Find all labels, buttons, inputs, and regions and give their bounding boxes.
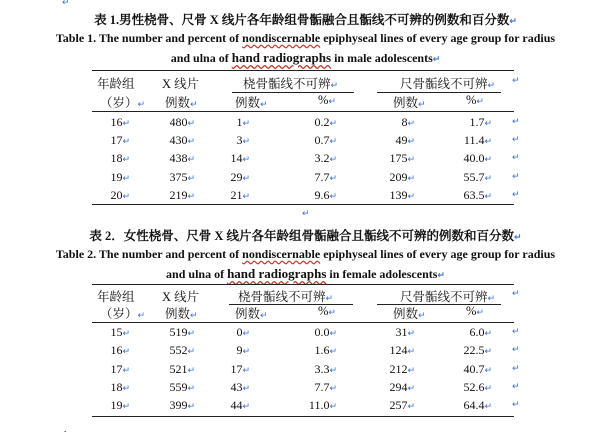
ulna-count-cell xyxy=(389,188,415,203)
table1-hdr-radius-count xyxy=(235,93,268,111)
table1-hdr-ulna-group xyxy=(400,74,495,92)
xray-count-cell xyxy=(169,380,195,395)
age-cell-text: 18 xyxy=(110,151,123,166)
radius-count-cell xyxy=(230,380,250,395)
cell-end-mark: ↵ xyxy=(122,155,130,166)
cell-end-mark: ↵ xyxy=(328,97,336,107)
table-2-top-rule xyxy=(92,284,514,285)
xray-count-cell xyxy=(169,398,195,413)
cell-end-mark: ↵ xyxy=(242,365,250,376)
radius-count-cell-text: 14 xyxy=(230,151,243,166)
ulna-count-cell-text: 209 xyxy=(389,169,408,184)
radius-count-cell-text: 29 xyxy=(230,169,243,184)
radius-pct-cell-text: 3.2 xyxy=(314,151,330,166)
ulna-pct-cell-text: 63.5 xyxy=(463,187,485,202)
age-cell-text: 19 xyxy=(110,169,123,184)
ulna-pct-cell-text: 1.7 xyxy=(469,115,485,129)
cell-end-mark: ↵ xyxy=(187,402,195,413)
cell-end-mark: ↵ xyxy=(329,173,337,184)
table-1-title-en-line1: Table 1. The number and percent of nondiscernable epiphyseal lines of every age group for radius xyxy=(55,31,556,45)
age-cell-text: 16 xyxy=(110,343,123,358)
age-cell-text: 19 xyxy=(110,398,123,413)
radius-count-cell xyxy=(230,151,250,166)
radius-pct-cell-text: 11.0 xyxy=(308,398,330,413)
cell-end-mark: ↵ xyxy=(242,347,250,358)
table1-hdr-ulna-group-text: 尺骨骺线不可辨 xyxy=(400,77,488,91)
table1-hdr-xray xyxy=(162,74,199,92)
cell-end-mark: ↵ xyxy=(122,329,130,339)
cell-end-mark: ↵ xyxy=(329,329,337,339)
radius-count-cell xyxy=(230,362,250,377)
radius-pct-cell-text: 7.7 xyxy=(314,169,330,184)
xray-count-cell-text: 559 xyxy=(169,379,188,394)
cell-end-mark: ↵ xyxy=(328,308,336,318)
table1-hdr-radius-group xyxy=(243,74,338,92)
radius-count-cell xyxy=(236,115,250,130)
cell-end-mark: ↵ xyxy=(122,347,130,358)
age-cell xyxy=(110,398,130,413)
table1-hdr-radius-pct xyxy=(318,93,336,108)
radius-pct-cell-text: 7.7 xyxy=(314,379,330,394)
age-cell xyxy=(110,362,130,377)
table2-hdr-radius-pct xyxy=(318,304,336,319)
bottom-dot: . xyxy=(64,424,67,434)
paragraph-mark: ↵ xyxy=(302,209,310,219)
ulna-pct-cell-text: 64.4 xyxy=(463,398,485,413)
table-2-ulna-group-rule xyxy=(377,304,501,305)
cell-end-mark: ↵ xyxy=(329,365,337,376)
cell-end-mark: ↵ xyxy=(418,311,426,321)
xray-count-cell xyxy=(169,325,195,340)
ulna-pct-cell-text: 6.0 xyxy=(469,325,485,339)
ulna-pct-cell-text: 11.4 xyxy=(463,133,485,148)
table2-hdr-ulna-group xyxy=(400,287,495,305)
ulna-count-cell xyxy=(395,325,415,340)
cell-end-mark: ↵ xyxy=(242,329,250,339)
cell-end-mark: ↵ xyxy=(122,119,130,129)
xray-count-cell-text: 521 xyxy=(169,361,188,376)
ulna-count-cell xyxy=(395,133,415,148)
ulna-count-cell-text: 49 xyxy=(395,133,408,148)
table1-hdr-age xyxy=(97,74,135,92)
table2-hdr-age-text: 年龄组 xyxy=(97,290,135,304)
age-cell xyxy=(110,115,130,130)
cell-end-mark: ↵ xyxy=(476,308,484,318)
ulna-count-cell-text: 294 xyxy=(389,379,408,394)
ulna-count-cell xyxy=(389,170,415,185)
xray-count-cell-text: 375 xyxy=(169,169,188,184)
radius-count-cell-text: 21 xyxy=(230,187,243,202)
radius-pct-cell xyxy=(314,362,337,377)
row-end-mark: ↵ xyxy=(512,363,520,374)
cell-end-mark: ↵ xyxy=(484,173,492,184)
age-cell xyxy=(110,133,130,148)
ulna-pct-cell xyxy=(463,170,492,185)
cell-end-mark: ↵ xyxy=(122,383,130,394)
cell-end-mark: ↵ xyxy=(242,155,250,166)
radius-pct-cell xyxy=(314,151,337,166)
age-cell-text: 18 xyxy=(110,379,123,394)
row-end-mark: ↵ xyxy=(512,153,520,164)
cell-end-mark: ↵ xyxy=(484,402,492,413)
cell-end-mark: ↵ xyxy=(407,365,415,376)
cell-end-mark: ↵ xyxy=(418,100,426,110)
xray-count-cell-text: 219 xyxy=(169,187,188,202)
age-cell-text: 17 xyxy=(110,133,123,148)
cell-end-mark: ↵ xyxy=(242,173,250,184)
table-1-title-en-line2: and ulna of hand radiographs in male adolescents↵ xyxy=(170,50,441,65)
cell-end-mark: ↵ xyxy=(484,119,492,129)
row-end-mark: ↵ xyxy=(512,345,520,356)
ulna-pct-cell xyxy=(463,343,492,358)
ulna-pct-cell xyxy=(463,188,492,203)
cell-end-mark: ↵ xyxy=(122,191,130,202)
radius-pct-cell xyxy=(314,115,337,130)
xray-count-cell xyxy=(169,343,195,358)
ulna-count-cell-text: 124 xyxy=(389,343,408,358)
table2-hdr-xray-text: X 线片 xyxy=(162,290,200,304)
radius-pct-cell xyxy=(309,398,337,413)
table2-hdr-ulna-count-text: 例数 xyxy=(393,307,419,321)
cell-end-mark: ↵ xyxy=(190,311,198,321)
radius-count-cell-text: 0 xyxy=(236,325,243,339)
cell-end-mark: ↵ xyxy=(187,191,195,202)
radius-count-cell xyxy=(236,133,250,148)
ulna-pct-cell xyxy=(463,362,492,377)
cell-end-mark: ↵ xyxy=(242,191,250,202)
ulna-pct-cell-text: 22.5 xyxy=(463,343,485,358)
cell-end-mark: ↵ xyxy=(122,402,130,413)
xray-count-cell xyxy=(169,133,195,148)
table2-hdr-age-unit-text: （岁） xyxy=(100,307,138,321)
ulna-pct-cell xyxy=(464,133,492,148)
table1-hdr-ulna-count-text: 例数 xyxy=(393,96,419,110)
ulna-count-cell xyxy=(401,115,415,130)
radius-count-cell xyxy=(236,343,250,358)
cell-end-mark: ↵ xyxy=(484,191,492,202)
table1-hdr-ulna-pct-text: % xyxy=(466,93,477,107)
table2-hdr-count xyxy=(165,304,198,322)
cell-end-mark: ↵ xyxy=(187,329,195,339)
cell-end-mark: ↵ xyxy=(325,294,334,304)
table-2-header-rule xyxy=(92,322,514,323)
age-cell-text: 17 xyxy=(110,361,123,376)
table2-hdr-ulna-pct xyxy=(466,304,484,319)
table2-hdr-ulna-pct-text: % xyxy=(466,304,477,318)
cell-end-mark: ↵ xyxy=(187,365,195,376)
row-end-mark: ↵ xyxy=(512,189,520,200)
cell-end-mark: ↵ xyxy=(329,191,337,202)
table2-hdr-count-text: 例数 xyxy=(165,307,191,321)
table1-hdr-count xyxy=(165,93,198,111)
table1-hdr-ulna-pct xyxy=(466,93,484,108)
ulna-count-cell xyxy=(389,151,415,166)
table-2-title-cn: 表 2．女性桡骨、尺骨 X 线片各年龄组骨骺融合且骺线不可辨的例数和百分数↵ xyxy=(89,229,522,243)
table1-hdr-xray-text: X 线片 xyxy=(162,77,200,91)
radius-pct-cell-text: 1.6 xyxy=(314,343,330,358)
table1-hdr-radius-pct-text: % xyxy=(318,93,329,107)
cell-end-mark: ↵ xyxy=(407,173,415,184)
ulna-pct-cell xyxy=(463,151,492,166)
cell-end-mark: ↵ xyxy=(407,155,415,166)
radius-pct-cell xyxy=(314,380,337,395)
cell-end-mark: ↵ xyxy=(329,137,337,148)
ulna-count-cell-text: 31 xyxy=(395,325,408,339)
radius-count-cell xyxy=(236,325,250,340)
cell-end-mark: ↵ xyxy=(187,137,195,148)
ulna-pct-cell xyxy=(463,380,492,395)
radius-count-cell xyxy=(230,170,250,185)
age-cell xyxy=(110,170,130,185)
cell-end-mark: ↵ xyxy=(260,311,268,321)
table2-hdr-radius-count xyxy=(235,304,268,322)
radius-pct-cell-text: 0.7 xyxy=(314,133,330,148)
cell-end-mark: ↵ xyxy=(242,137,250,148)
ulna-pct-cell-text: 40.0 xyxy=(463,151,485,166)
xray-count-cell-text: 430 xyxy=(169,133,188,148)
row-end-mark: ↵ xyxy=(512,117,520,127)
cell-end-mark: ↵ xyxy=(487,81,496,91)
radius-pct-cell-text: 3.3 xyxy=(314,361,330,376)
table-1-radius-group-rule xyxy=(232,92,354,93)
row-end-mark: ↵ xyxy=(512,400,520,411)
age-cell xyxy=(110,325,130,340)
row-end-mark: ↵ xyxy=(512,76,520,86)
cell-end-mark: ↵ xyxy=(407,137,415,148)
cell-end-mark: ↵ xyxy=(484,347,492,358)
ulna-pct-cell-text: 52.6 xyxy=(463,379,485,394)
ulna-count-cell-text: 175 xyxy=(389,151,408,166)
cell-end-mark: ↵ xyxy=(187,347,195,358)
age-cell xyxy=(110,343,130,358)
table-1-title-cn: 表 1.男性桡骨、尺骨 X 线片各年龄组骨骺融合且骺线不可辨的例数和百分数↵ xyxy=(94,13,517,27)
table1-hdr-age-unit xyxy=(100,93,145,111)
cell-end-mark: ↵ xyxy=(407,191,415,202)
ulna-count-cell xyxy=(389,380,415,395)
age-cell xyxy=(110,151,130,166)
cell-end-mark: ↵ xyxy=(407,329,415,339)
ulna-count-cell-text: 139 xyxy=(389,187,408,202)
cell-end-mark: ↵ xyxy=(484,155,492,166)
cell-end-mark: ↵ xyxy=(329,402,337,413)
table-2-title-en-line2: and ulna of hand radiographs in female adolescents↵ xyxy=(166,266,445,281)
xray-count-cell xyxy=(169,170,195,185)
radius-pct-cell xyxy=(314,133,337,148)
radius-count-cell-text: 1 xyxy=(236,115,243,129)
cell-end-mark: ↵ xyxy=(122,173,130,184)
ulna-pct-cell xyxy=(469,115,492,130)
table-2-bottom-rule xyxy=(92,416,514,417)
row-end-mark: ↵ xyxy=(512,135,520,146)
table1-hdr-age-text: 年龄组 xyxy=(97,77,135,91)
table-1-header-rule xyxy=(92,111,514,112)
radius-count-cell xyxy=(230,398,250,413)
cell-end-mark: ↵ xyxy=(242,119,250,129)
ulna-count-cell-text: 212 xyxy=(389,361,408,376)
cell-end-mark: ↵ xyxy=(260,100,268,110)
table-1-bottom-rule xyxy=(92,204,514,205)
cell-end-mark: ↵ xyxy=(122,365,130,376)
ulna-count-cell xyxy=(389,398,415,413)
table2-hdr-radius-pct-text: % xyxy=(318,304,329,318)
table2-hdr-xray xyxy=(162,287,199,305)
cell-end-mark: ↵ xyxy=(122,137,130,148)
ulna-pct-cell xyxy=(463,398,492,413)
xray-count-cell-text: 552 xyxy=(169,343,188,358)
table1-hdr-radius-group-text: 桡骨骺线不可辨 xyxy=(243,77,331,91)
table-1-top-rule xyxy=(92,70,514,71)
xray-count-cell xyxy=(169,188,195,203)
row-end-mark: ↵ xyxy=(512,171,520,182)
row-end-mark: ↵ xyxy=(512,381,520,392)
cell-end-mark: ↵ xyxy=(187,119,195,129)
cell-end-mark: ↵ xyxy=(187,173,195,184)
table-2-title-en-line1: Table 2. The number and percent of nondiscernable epiphyseal lines of every age group for radius xyxy=(55,247,556,261)
cell-end-mark: ↵ xyxy=(484,383,492,394)
cell-end-mark: ↵ xyxy=(407,347,415,358)
table-2-radius-group-rule xyxy=(229,304,353,305)
table2-hdr-radius-group-text: 桡骨骺线不可辨 xyxy=(238,290,326,304)
cell-end-mark: ↵ xyxy=(484,329,492,339)
cell-end-mark: ↵ xyxy=(242,383,250,394)
table2-hdr-age xyxy=(97,287,135,305)
ulna-count-cell-text: 8 xyxy=(401,115,408,129)
table1-hdr-age-unit-text: （岁） xyxy=(100,96,138,110)
cell-end-mark: ↵ xyxy=(187,383,195,394)
radius-pct-cell-text: 9.6 xyxy=(314,187,330,202)
cell-end-mark: ↵ xyxy=(242,402,250,413)
radius-pct-cell xyxy=(314,188,337,203)
cell-end-mark: ↵ xyxy=(407,402,415,413)
radius-pct-cell-text: 0.2 xyxy=(314,115,330,129)
age-cell-text: 20 xyxy=(110,187,123,202)
age-cell xyxy=(110,188,130,203)
table1-hdr-ulna-count xyxy=(393,93,426,111)
xray-count-cell-text: 399 xyxy=(169,398,188,413)
ulna-pct-cell-text: 40.7 xyxy=(463,361,485,376)
table2-hdr-radius-group xyxy=(238,287,333,305)
table-1-ulna-group-rule xyxy=(377,92,501,93)
table2-hdr-radius-count-text: 例数 xyxy=(235,307,261,321)
radius-pct-cell xyxy=(314,343,337,358)
ulna-count-cell xyxy=(389,343,415,358)
table2-hdr-age-unit xyxy=(100,304,145,322)
cell-end-mark: ↵ xyxy=(407,383,415,394)
cell-end-mark: ↵ xyxy=(329,119,337,129)
xray-count-cell-text: 438 xyxy=(169,151,188,166)
radius-count-cell-text: 9 xyxy=(236,343,243,358)
paragraph-mark: ↵ xyxy=(62,0,70,8)
radius-count-cell-text: 43 xyxy=(230,379,243,394)
xray-count-cell-text: 480 xyxy=(169,115,188,129)
radius-pct-cell xyxy=(314,325,337,340)
xray-count-cell xyxy=(169,362,195,377)
radius-count-cell xyxy=(230,188,250,203)
ulna-pct-cell-text: 55.7 xyxy=(463,169,485,184)
cell-end-mark: ↵ xyxy=(330,81,339,91)
cell-end-mark: ↵ xyxy=(329,347,337,358)
row-end-mark: ↵ xyxy=(512,289,520,299)
ulna-pct-cell xyxy=(469,325,492,340)
radius-count-cell-text: 17 xyxy=(230,361,243,376)
cell-end-mark: ↵ xyxy=(137,100,146,110)
age-cell xyxy=(110,380,130,395)
table1-hdr-radius-count-text: 例数 xyxy=(235,96,261,110)
ulna-count-cell-text: 257 xyxy=(389,398,408,413)
cell-end-mark: ↵ xyxy=(407,119,415,129)
ulna-count-cell xyxy=(389,362,415,377)
cell-end-mark: ↵ xyxy=(484,365,492,376)
cell-end-mark: ↵ xyxy=(137,311,146,321)
age-cell-text: 16 xyxy=(110,115,123,129)
cell-end-mark: ↵ xyxy=(484,137,492,148)
radius-pct-cell-text: 0.0 xyxy=(314,325,330,339)
age-cell-text: 15 xyxy=(110,325,123,339)
row-end-mark: ↵ xyxy=(512,327,520,337)
xray-count-cell xyxy=(169,115,195,130)
cell-end-mark: ↵ xyxy=(487,294,496,304)
cell-end-mark: ↵ xyxy=(329,155,337,166)
xray-count-cell xyxy=(169,151,195,166)
radius-count-cell-text: 44 xyxy=(230,398,243,413)
cell-end-mark: ↵ xyxy=(190,100,198,110)
table2-hdr-ulna-count xyxy=(393,304,426,322)
table2-hdr-ulna-group-text: 尺骨骺线不可辨 xyxy=(400,290,488,304)
xray-count-cell-text: 519 xyxy=(169,325,188,339)
cell-end-mark: ↵ xyxy=(187,155,195,166)
table1-hdr-count-text: 例数 xyxy=(165,96,191,110)
cell-end-mark: ↵ xyxy=(329,383,337,394)
radius-count-cell-text: 3 xyxy=(236,133,243,148)
radius-pct-cell xyxy=(314,170,337,185)
cell-end-mark: ↵ xyxy=(476,97,484,107)
